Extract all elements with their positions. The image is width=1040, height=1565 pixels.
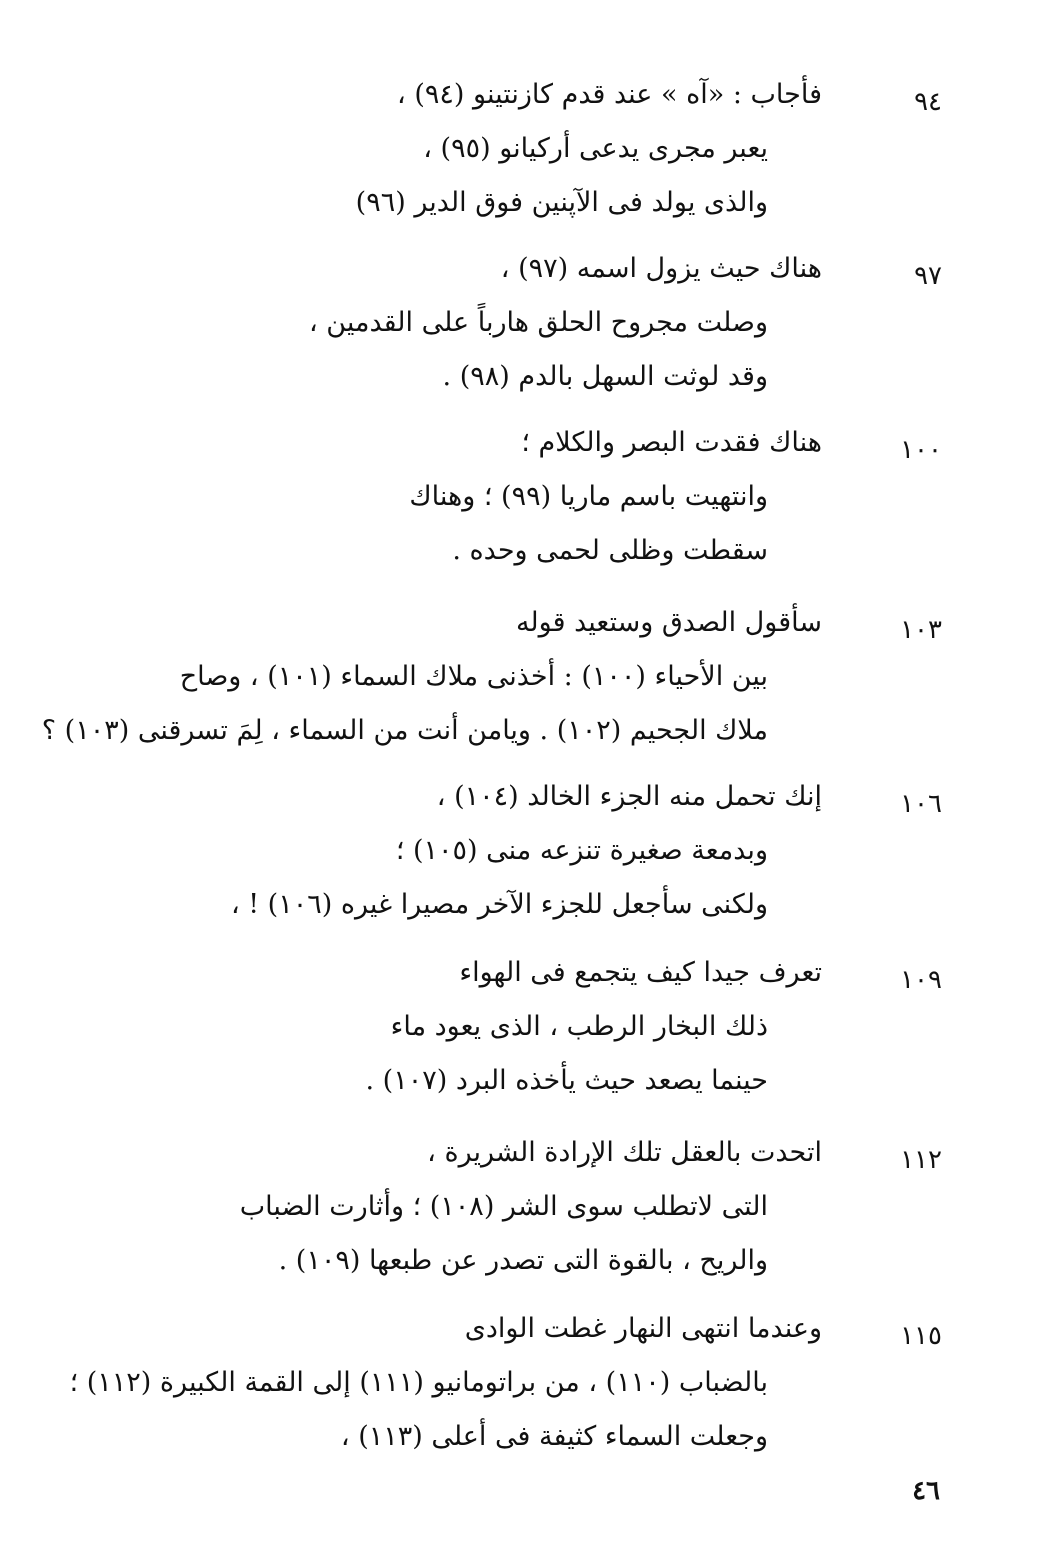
stanza-lines	[124, 242, 824, 404]
stanza-lines	[124, 770, 824, 932]
verse-line: سأقول الصدق وستعيد قوله	[515, 607, 822, 638]
stanza-lines	[41, 596, 824, 758]
verse-line: اتحدت بالعقل تلك الإرادة الشريرة ،	[427, 1137, 822, 1168]
verse-line: بالضباب (١١٠) ، من براتومانيو (١١١) إلى القمة الكبيرة (١١٢) ؛	[69, 1367, 768, 1398]
verse-line: بين الأحياء (١٠٠) : أخذنى ملاك السماء (١٠١) ، وصاح	[179, 661, 768, 692]
page-number: ٤٦	[912, 1476, 940, 1506]
verse-line: وبدمعة صغيرة تنزعه منى (١٠٥) ؛	[395, 835, 768, 866]
verse-line: وصلت مجروح الحلق هارباً على القدمين ،	[308, 307, 768, 338]
verse-line: ذلك البخار الرطب ، الذى يعود ماء	[390, 1011, 768, 1042]
verse-number: ٩٤	[914, 87, 942, 117]
verse-line: هناك فقدت البصر والكلام ؛	[521, 427, 822, 458]
verse-number: ١٠٠	[900, 435, 942, 465]
verse-line: يعبر مجرى يدعى أركيانو (٩٥) ،	[423, 133, 768, 164]
verse-line: وعندما انتهى النهار غطت الوادى	[464, 1313, 822, 1344]
verse-line: والريح ، بالقوة التى تصدر عن طبعها (١٠٩) .	[278, 1245, 768, 1276]
verse-number: ١١٢	[900, 1145, 942, 1175]
verse-line: ملاك الجحيم (١٠٢) . ويامن أنت من السماء ، لِمَ تسرقنى (١٠٣) ؟	[41, 715, 768, 746]
verse-line: تعرف جيدا كيف يتجمع فى الهواء	[459, 957, 822, 988]
verse-line: سقطت وظلى لحمى وحده .	[452, 535, 768, 566]
verse-number: ١٠٦	[900, 789, 942, 819]
stanza-lines	[124, 946, 824, 1108]
verse-line: هناك حيث يزول اسمه (٩٧) ،	[500, 253, 822, 284]
verse-number: ٩٧	[914, 261, 942, 291]
verse-line: حينما يصعد حيث يأخذه البرد (١٠٧) .	[365, 1065, 768, 1096]
stanza-lines	[124, 68, 824, 230]
verse-number: ١٠٣	[900, 615, 942, 645]
verse-line: وجعلت السماء كثيفة فى أعلى (١١٣) ،	[340, 1421, 768, 1452]
stanza-lines	[124, 416, 824, 578]
verse-line: التى لاتطلب سوى الشر (١٠٨) ؛ وأثارت الضباب	[239, 1191, 768, 1222]
verse-number: ١٠٩	[900, 965, 942, 995]
verse-line: ولكنى سأجعل للجزء الآخر مصيرا غيره (١٠٦) ! ،	[230, 889, 768, 920]
verse-number: ١١٥	[900, 1321, 942, 1351]
verse-line: إنك تحمل منه الجزء الخالد (١٠٤) ،	[436, 781, 822, 812]
verse-line: والذى يولد فى الآپنين فوق الدير (٩٦)	[355, 187, 768, 218]
verse-line: وانتهيت باسم ماريا (٩٩) ؛ وهناك	[409, 481, 768, 512]
stanza-lines	[124, 1126, 824, 1288]
stanza-lines	[69, 1302, 824, 1464]
verse-line: وقد لوثت السهل بالدم (٩٨) .	[442, 361, 768, 392]
verse-line: فأجاب : «آه » عند قدم كازنتينو (٩٤) ،	[397, 79, 822, 110]
